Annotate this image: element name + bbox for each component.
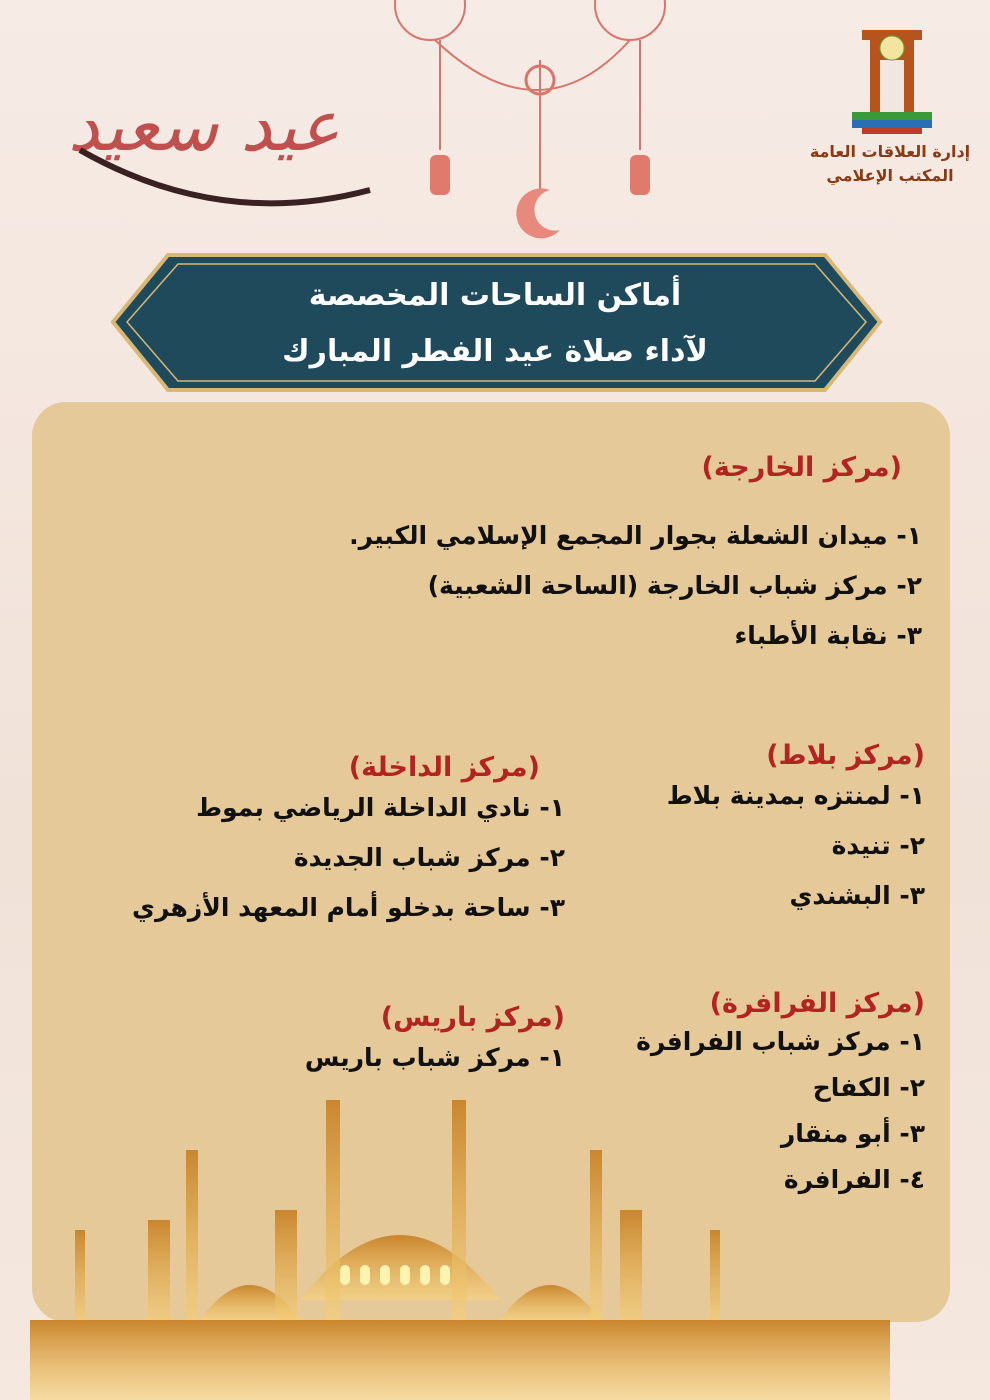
section-balat (667, 740, 925, 921)
list-item: ٢- الكفاح (812, 1073, 925, 1102)
list-item: ٢- مركز شباب الجديدة (293, 843, 565, 872)
page-title (150, 268, 840, 380)
logo-line-2: المكتب الإعلامي (826, 166, 954, 185)
eid-calligraphy (40, 30, 390, 250)
list-item: ٣- البشندي (789, 881, 925, 910)
title-line-1: أماكن الساحات المخصصة (308, 278, 682, 313)
list-item: ٤- الفرافرة (783, 1165, 925, 1194)
list-item: ١- مركز شباب الفرافرة (636, 1027, 925, 1056)
list-item: ١- ميدان الشعلة بجوار المجمع الإسلامي الكبير. (349, 521, 922, 550)
section-paris (305, 1002, 565, 1083)
section-dakhla (132, 752, 565, 933)
mosque-silhouette (0, 1090, 990, 1400)
logo-line-1: إدارة العلاقات العامة (809, 142, 971, 161)
list-item: ٢- تنيدة (831, 831, 925, 860)
governorate-logo (852, 20, 932, 135)
list-item: ٢- مركز شباب الخارجة (الساحة الشعبية) (427, 571, 922, 600)
logo-caption (805, 140, 975, 188)
section-heading: (مركز بلاط) (766, 740, 925, 771)
lanterns-decoration (390, 0, 700, 250)
list-item: ١- مركز شباب باريس (304, 1043, 565, 1072)
greeting-text: عيد سعيد (67, 85, 340, 167)
list-item: ١- نادي الداخلة الرياضي بموط (196, 793, 565, 822)
list-item: ١- لمنتزه بمدينة بلاط (666, 781, 925, 810)
section-heading: (مركز باريس) (380, 1002, 565, 1033)
section-heading: (مركز الخارجة) (701, 452, 902, 483)
section-heading: (مركز الداخلة) (348, 752, 540, 783)
section-heading: (مركز الفرافرة) (709, 988, 925, 1019)
title-line-2: لآداء صلاة عيد الفطر المبارك (282, 334, 708, 369)
list-item: ٣- أبو منقار (780, 1119, 925, 1148)
list-item: ٣- نقابة الأطباء (734, 621, 922, 650)
section-kharga (349, 452, 922, 661)
list-item: ٣- ساحة بدخلو أمام المعهد الأزهري (132, 893, 565, 922)
